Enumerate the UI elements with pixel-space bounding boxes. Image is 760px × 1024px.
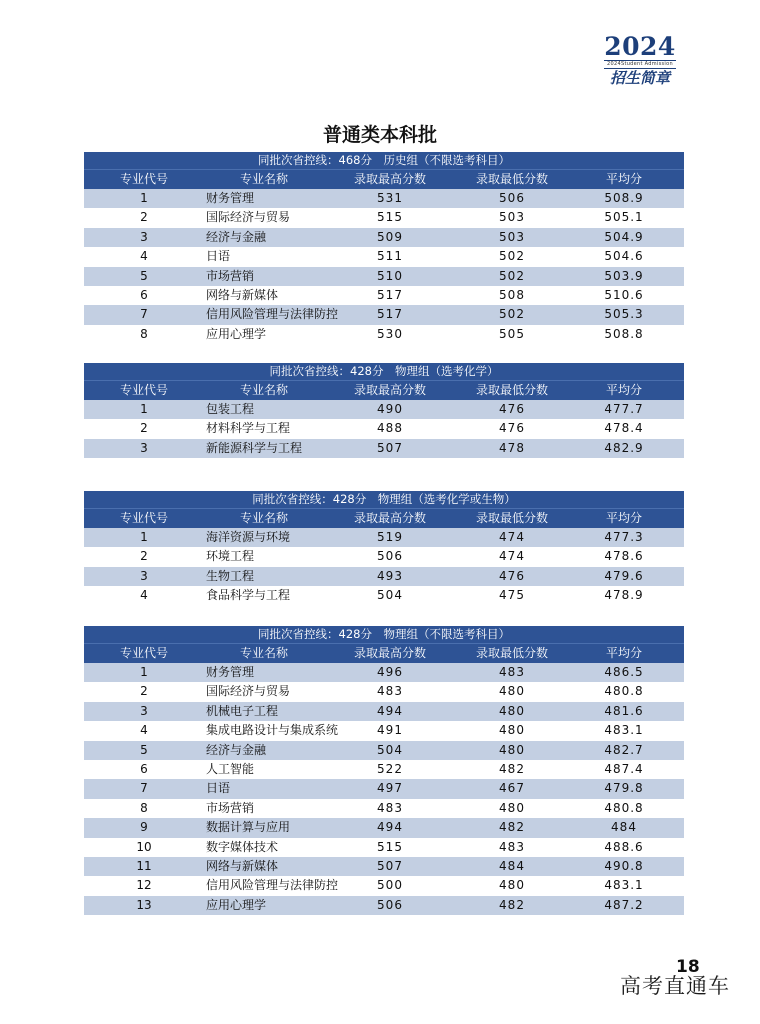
cell-avg: 479.6: [604, 568, 644, 583]
cell-max: 497: [377, 781, 403, 796]
cell-min: 502: [499, 249, 525, 264]
table-row: [84, 721, 684, 740]
cell-min: 483: [499, 839, 525, 854]
cell-avg: 510.6: [604, 287, 644, 302]
cell-min: 480: [499, 723, 525, 738]
cell-name: 网络与新媒体: [206, 858, 279, 873]
group-header: 同批次省控线：428分 物理组（选考化学或生物）: [84, 491, 684, 508]
cell-code: 10: [136, 839, 152, 854]
cell-name: 财务管理: [206, 665, 255, 679]
cell-min: 482: [499, 897, 525, 912]
cell-min: 474: [499, 530, 525, 544]
cell-max: 510: [377, 268, 403, 283]
cell-name: 新能源科学与工程: [206, 440, 303, 455]
cell-avg: 482.9: [604, 440, 644, 455]
table-row: [84, 267, 684, 286]
table-row: [84, 857, 684, 876]
column-header-name: 专业名称: [239, 383, 288, 397]
column-header-avg: 平均分: [605, 511, 642, 525]
cell-code: 8: [140, 800, 148, 815]
cell-max: 504: [377, 588, 403, 603]
cell-avg: 477.3: [604, 530, 644, 544]
column-header-avg: 平均分: [605, 646, 642, 660]
cell-max: 507: [377, 440, 403, 455]
column-header-min: 录取最低分数: [475, 646, 548, 660]
cell-avg: 484: [611, 820, 637, 835]
table-row: [84, 799, 684, 818]
cell-avg: 483.1: [604, 878, 644, 893]
cell-max: 511: [377, 249, 403, 264]
cell-code: 7: [140, 307, 148, 322]
cell-min: 480: [499, 742, 525, 757]
cell-max: 507: [377, 858, 403, 873]
cell-avg: 479.8: [604, 781, 644, 796]
cell-avg: 504.9: [604, 229, 644, 244]
cell-code: 1: [140, 191, 148, 205]
column-header-row: [84, 169, 684, 189]
table-row: [84, 779, 684, 798]
column-header-name: 专业名称: [239, 172, 288, 186]
cell-min: 480: [499, 684, 525, 699]
cell-name: 国际经济与贸易: [206, 210, 291, 225]
cell-name: 日语: [206, 781, 231, 796]
cell-max: 488: [377, 421, 403, 436]
cell-min: 483: [499, 665, 525, 679]
table-row: [84, 702, 684, 721]
column-header-row: [84, 643, 684, 663]
cell-name: 财务管理: [206, 191, 255, 205]
cell-min: 478: [499, 440, 525, 455]
cell-name: 信用风险管理与法律防控: [206, 307, 339, 322]
score-table-history: [84, 152, 684, 344]
table-row: [84, 663, 684, 682]
cell-min: 503: [499, 229, 525, 244]
cell-name: 包装工程: [206, 402, 255, 416]
column-header-max: 录取最高分数: [353, 383, 426, 397]
cell-min: 503: [499, 210, 525, 225]
cell-code: 12: [136, 878, 152, 893]
score-table-physics-chem: [84, 363, 684, 458]
cell-code: 3: [140, 229, 148, 244]
cell-name: 集成电路设计与集成系统: [206, 723, 339, 738]
table-row: [84, 286, 684, 305]
cell-code: 11: [136, 858, 152, 873]
group-header: 同批次省控线：468分 历史组（不限选考科目）: [84, 152, 684, 169]
cell-min: 505: [499, 326, 525, 341]
cell-max: 506: [377, 549, 403, 564]
watermark: 高考直通车: [620, 974, 730, 998]
column-header-name: 专业名称: [239, 511, 288, 525]
cell-min: 476: [499, 568, 525, 583]
cell-name: 应用心理学: [206, 326, 267, 341]
brand-year: 2024: [604, 32, 676, 61]
cell-max: 531: [377, 191, 403, 205]
table-row: [84, 547, 684, 566]
brand-title: 招生简章: [609, 69, 670, 87]
cell-max: 530: [377, 326, 403, 341]
cell-avg: 477.7: [604, 402, 644, 416]
column-header-row: [84, 508, 684, 528]
cell-max: 500: [377, 878, 403, 893]
column-header-min: 录取最低分数: [475, 511, 548, 525]
table-row: [84, 400, 684, 419]
page-number: 18: [676, 957, 700, 977]
cell-min: 480: [499, 800, 525, 815]
cell-min: 467: [499, 781, 525, 796]
cell-avg: 480.8: [604, 684, 644, 699]
cell-name: 机械电子工程: [206, 703, 279, 718]
cell-max: 515: [377, 839, 403, 854]
table-row: [84, 208, 684, 227]
cell-max: 515: [377, 210, 403, 225]
cell-avg: 487.4: [604, 761, 644, 776]
table-row: [84, 305, 684, 324]
cell-name: 环境工程: [206, 549, 255, 564]
column-header-min: 录取最低分数: [475, 383, 548, 397]
cell-name: 人工智能: [206, 761, 255, 776]
cell-avg: 503.9: [604, 268, 644, 283]
cell-code: 2: [140, 421, 148, 436]
cell-code: 6: [140, 287, 148, 302]
group-header: 同批次省控线：428分 物理组（选考化学）: [84, 363, 684, 380]
cell-avg: 505.3: [604, 307, 644, 322]
cell-code: 3: [140, 440, 148, 455]
cell-min: 480: [499, 878, 525, 893]
table-row: [84, 439, 684, 458]
table-row: [84, 528, 684, 547]
cell-max: 517: [377, 307, 403, 322]
table-row: [84, 228, 684, 247]
cell-avg: 481.6: [604, 703, 644, 718]
cell-code: 5: [140, 268, 148, 283]
column-header-max: 录取最高分数: [353, 172, 426, 186]
cell-code: 13: [136, 897, 152, 912]
cell-min: 482: [499, 761, 525, 776]
table-row: [84, 838, 684, 857]
cell-max: 517: [377, 287, 403, 302]
column-header-row: [84, 380, 684, 400]
table-row: [84, 419, 684, 438]
cell-min: 482: [499, 820, 525, 835]
cell-name: 数据计算与应用: [206, 820, 291, 835]
cell-max: 483: [377, 684, 403, 699]
table-row: [84, 247, 684, 266]
table-row: [84, 818, 684, 837]
column-header-max: 录取最高分数: [353, 511, 426, 525]
cell-avg: 478.4: [604, 421, 644, 436]
cell-avg: 505.1: [604, 210, 644, 225]
cell-name: 数字媒体技术: [206, 839, 279, 854]
cell-avg: 508.9: [604, 191, 644, 205]
cell-min: 484: [499, 858, 525, 873]
table-row: [84, 741, 684, 760]
cell-code: 3: [140, 568, 148, 583]
cell-name: 经济与金融: [206, 229, 267, 244]
cell-name: 网络与新媒体: [206, 287, 279, 302]
brand-logo: [604, 34, 676, 88]
table-row: [84, 760, 684, 779]
cell-code: 1: [140, 665, 148, 679]
cell-code: 1: [140, 530, 148, 544]
cell-code: 3: [140, 703, 148, 718]
cell-code: 9: [140, 820, 148, 835]
column-header-avg: 平均分: [605, 172, 642, 186]
cell-code: 4: [140, 249, 148, 264]
cell-code: 2: [140, 549, 148, 564]
cell-max: 490: [377, 402, 403, 416]
cell-name: 市场营销: [206, 800, 255, 815]
cell-code: 4: [140, 588, 148, 603]
brand-subtitle: 2024Student Admission: [604, 60, 676, 69]
cell-min: 502: [499, 268, 525, 283]
table-row: [84, 567, 684, 586]
cell-code: 7: [140, 781, 148, 796]
cell-code: 4: [140, 723, 148, 738]
cell-avg: 508.8: [604, 326, 644, 341]
column-header-max: 录取最高分数: [353, 646, 426, 660]
score-table-physics-chem-bio: [84, 491, 684, 606]
column-header-code: 专业代号: [119, 172, 168, 186]
cell-min: 476: [499, 421, 525, 436]
cell-code: 1: [140, 402, 148, 416]
cell-max: 494: [377, 703, 403, 718]
cell-name: 国际经济与贸易: [206, 684, 291, 699]
cell-code: 2: [140, 684, 148, 699]
cell-code: 6: [140, 761, 148, 776]
cell-avg: 487.2: [604, 897, 644, 912]
cell-min: 502: [499, 307, 525, 322]
cell-avg: 488.6: [604, 839, 644, 854]
cell-name: 经济与金融: [206, 742, 267, 757]
score-table-physics-any: [84, 626, 684, 915]
column-header-min: 录取最低分数: [475, 172, 548, 186]
table-row: [84, 682, 684, 701]
page-title: 普通类本科批: [322, 124, 437, 146]
cell-max: 504: [377, 742, 403, 757]
cell-max: 494: [377, 820, 403, 835]
column-header-name: 专业名称: [239, 646, 288, 660]
cell-name: 市场营销: [206, 268, 255, 283]
cell-name: 信用风险管理与法律防控: [206, 878, 339, 893]
cell-name: 食品科学与工程: [206, 588, 291, 603]
cell-max: 506: [377, 897, 403, 912]
cell-avg: 486.5: [604, 665, 644, 679]
cell-avg: 483.1: [604, 723, 644, 738]
cell-max: 509: [377, 229, 403, 244]
cell-avg: 478.6: [604, 549, 644, 564]
cell-max: 491: [377, 723, 403, 738]
cell-min: 480: [499, 703, 525, 718]
column-header-code: 专业代号: [119, 383, 168, 397]
cell-name: 材料科学与工程: [206, 421, 291, 436]
cell-min: 475: [499, 588, 525, 603]
cell-avg: 482.7: [604, 742, 644, 757]
cell-max: 519: [377, 530, 403, 544]
group-header: 同批次省控线：428分 物理组（不限选考科目）: [84, 626, 684, 643]
table-row: [84, 586, 684, 605]
cell-avg: 480.8: [604, 800, 644, 815]
cell-min: 476: [499, 402, 525, 416]
cell-max: 493: [377, 568, 403, 583]
cell-name: 应用心理学: [206, 897, 267, 912]
cell-min: 506: [499, 191, 525, 205]
cell-avg: 504.6: [604, 249, 644, 264]
cell-min: 474: [499, 549, 525, 564]
cell-code: 2: [140, 210, 148, 225]
cell-max: 483: [377, 800, 403, 815]
cell-name: 日语: [206, 249, 231, 264]
table-row: [84, 876, 684, 895]
table-row: [84, 896, 684, 915]
table-row: [84, 325, 684, 344]
cell-code: 8: [140, 326, 148, 341]
cell-name: 海洋资源与环境: [206, 530, 291, 544]
column-header-avg: 平均分: [605, 383, 642, 397]
cell-max: 496: [377, 665, 403, 679]
cell-name: 生物工程: [206, 568, 255, 583]
table-row: [84, 189, 684, 208]
column-header-code: 专业代号: [119, 646, 168, 660]
cell-max: 522: [377, 761, 403, 776]
cell-code: 5: [140, 742, 148, 757]
cell-avg: 478.9: [604, 588, 644, 603]
cell-min: 508: [499, 287, 525, 302]
cell-avg: 490.8: [604, 858, 644, 873]
column-header-code: 专业代号: [119, 511, 168, 525]
